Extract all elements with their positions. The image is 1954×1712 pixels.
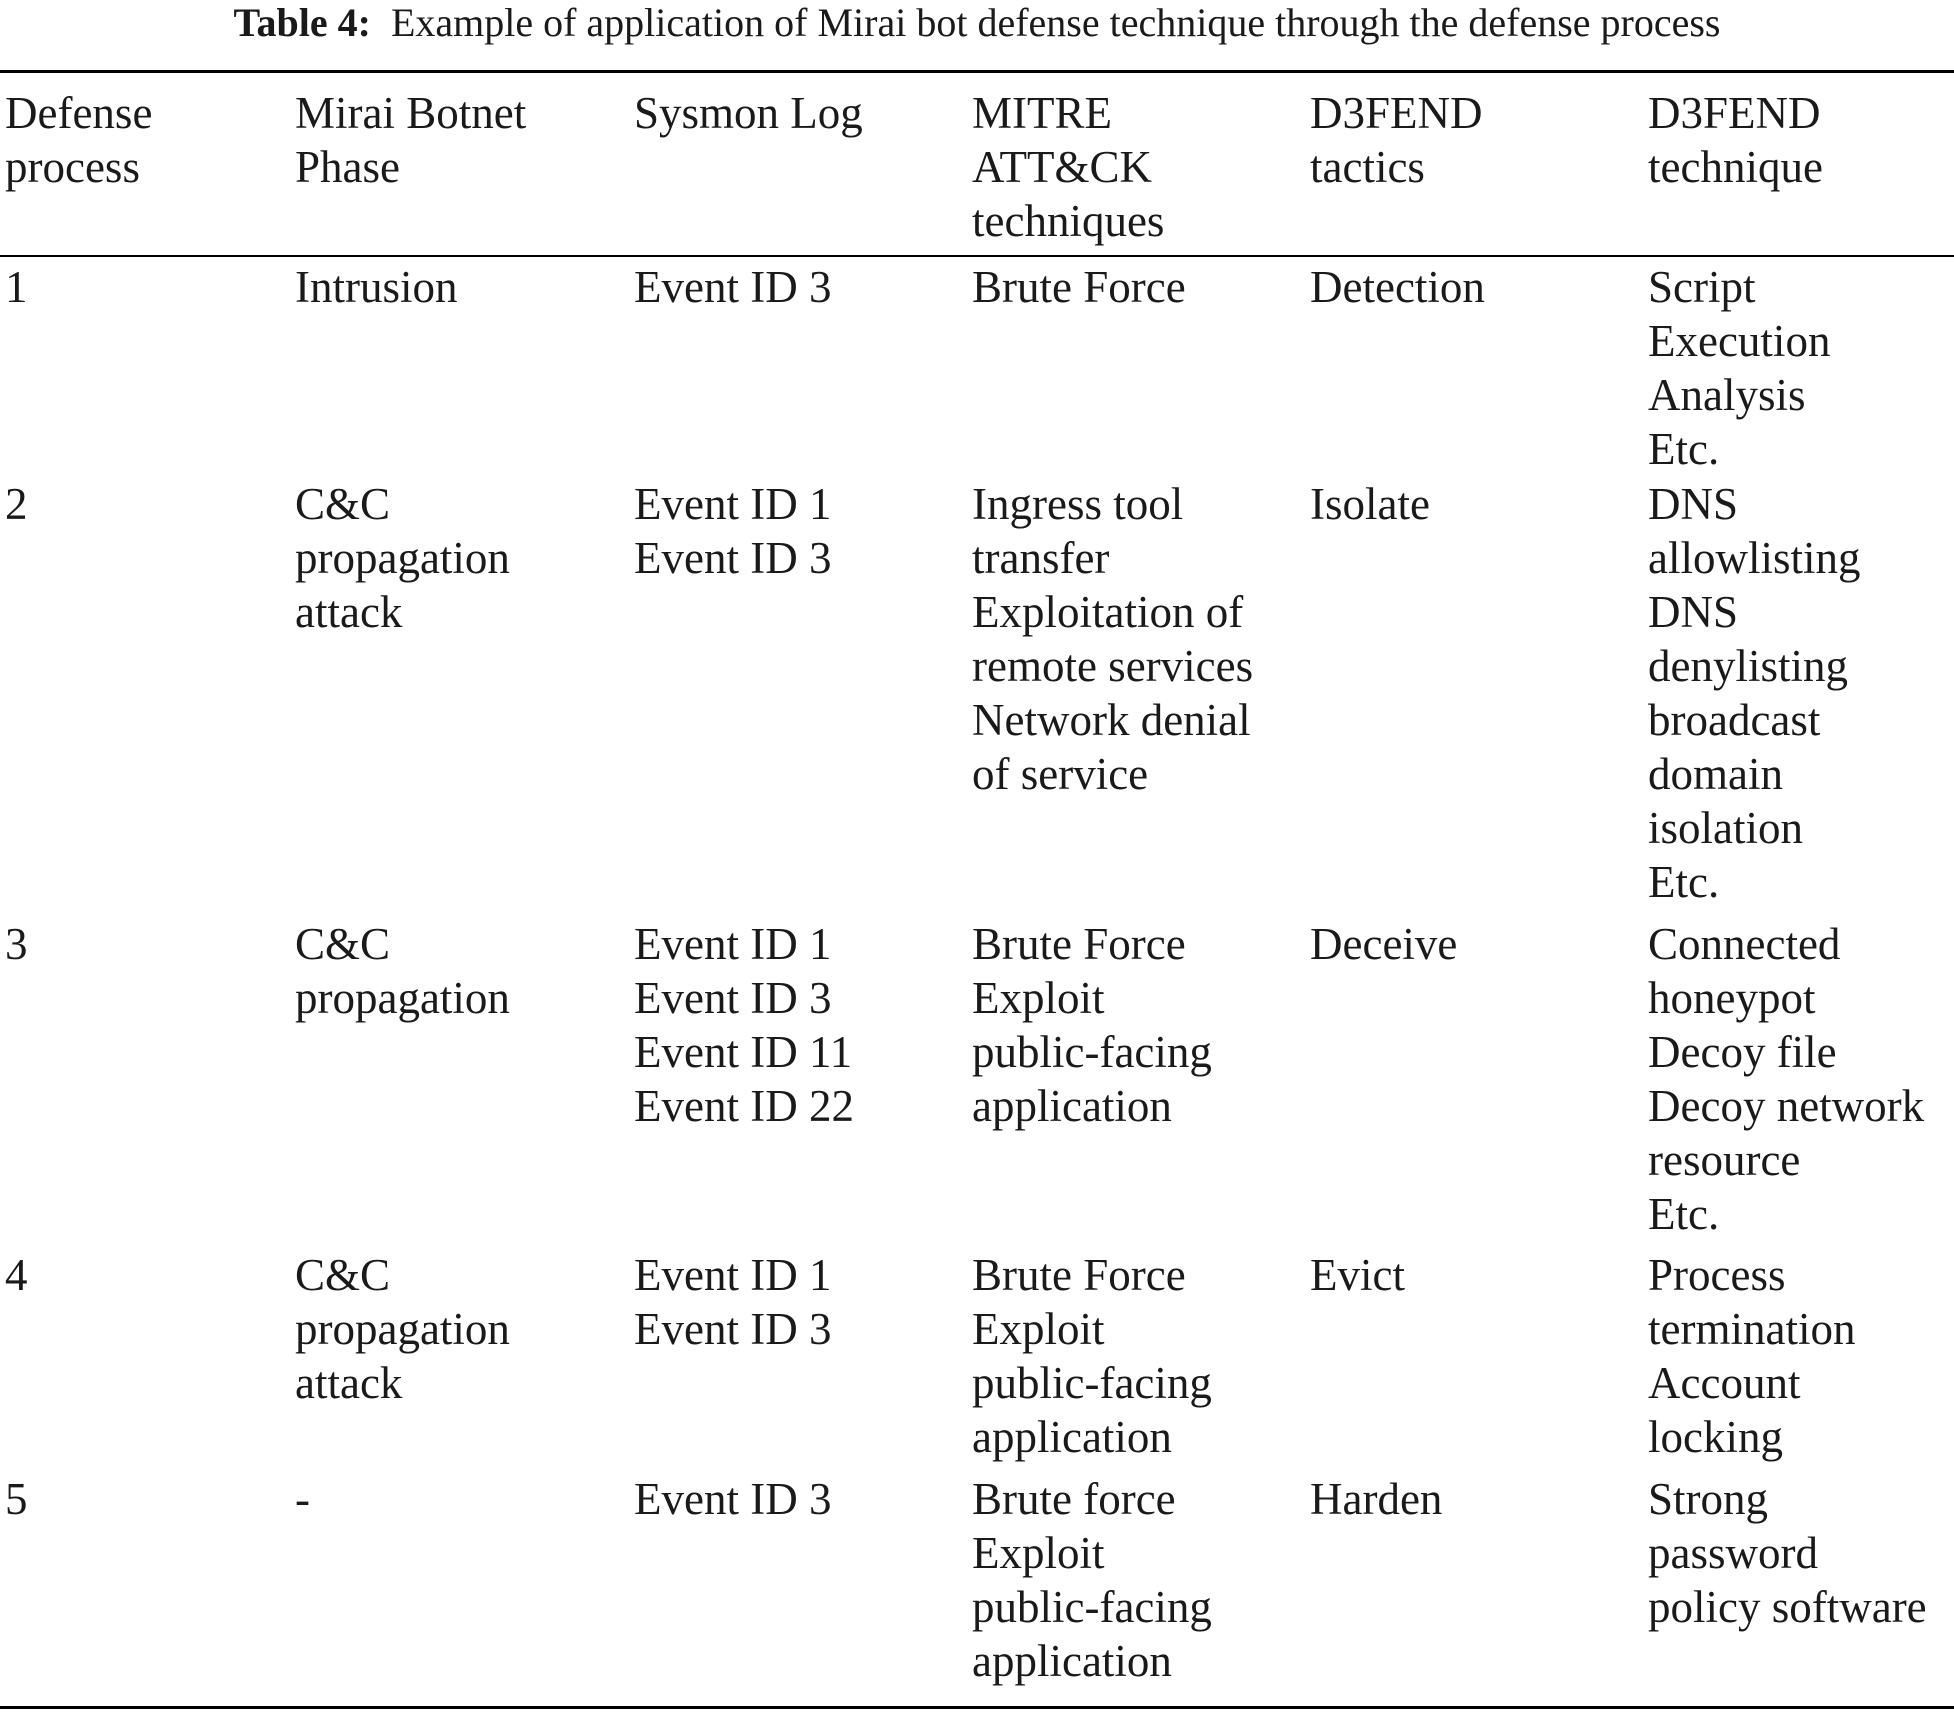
table-cell [290, 917, 629, 1248]
cell-line: isolation [1648, 803, 1803, 853]
cell-line: public-facing [972, 1358, 1212, 1408]
table-cell [1643, 917, 1954, 1248]
header-cell [1305, 86, 1643, 255]
cell-line: domain [1648, 749, 1783, 799]
cell-line: application [972, 1081, 1172, 1131]
cell-line: 5 [5, 1474, 28, 1524]
cell-line: Isolate [1310, 479, 1430, 529]
cell-line: Event ID 3 [634, 973, 832, 1023]
table-cell [1305, 255, 1643, 477]
cell-line: Etc. [1648, 424, 1720, 474]
header-cell [0, 86, 290, 255]
cell-line: Event ID 3 [634, 1474, 832, 1524]
table-cell [1643, 1472, 1954, 1692]
cell-line: Harden [1310, 1474, 1443, 1524]
caption-label: Table 4: [233, 0, 371, 45]
cell-line: technique [1648, 142, 1823, 192]
cell-line: Analysis [1648, 370, 1806, 420]
header-cell [290, 86, 629, 255]
cell-line: propagation [295, 533, 510, 583]
cell-line: C&C [295, 919, 391, 969]
cell-line: Event ID 3 [634, 262, 832, 312]
cell-line: Process [1648, 1250, 1786, 1300]
cell-line: remote services [972, 641, 1254, 691]
cell-line: Mirai Botnet [295, 88, 527, 138]
cell-line: Exploit [972, 1528, 1105, 1578]
header-cell [1643, 86, 1954, 255]
cell-line: C&C [295, 479, 391, 529]
table-cell [290, 1472, 629, 1692]
cell-line: Deceive [1310, 919, 1458, 969]
cell-line: public-facing [972, 1582, 1212, 1632]
table-cell [967, 1248, 1305, 1472]
header-row [0, 86, 1954, 255]
cell-line: application [972, 1636, 1172, 1686]
cell-line: denylisting [1648, 641, 1848, 691]
cell-line: Detection [1310, 262, 1485, 312]
cell-line: Strong [1648, 1474, 1769, 1524]
cell-line: DNS [1648, 587, 1739, 637]
cell-line: Brute force [972, 1474, 1176, 1524]
cell-line: of service [972, 749, 1149, 799]
top-rule [0, 70, 1954, 73]
cell-line: transfer [972, 533, 1110, 583]
cell-line: tactics [1310, 142, 1425, 192]
cell-line: 1 [5, 262, 28, 312]
cell-line: Decoy network [1648, 1081, 1925, 1131]
table-cell [629, 1472, 967, 1692]
cell-line: DNS [1648, 479, 1739, 529]
cell-line: 2 [5, 479, 28, 529]
header-cell [967, 86, 1305, 255]
caption-text: Example of application of Mirai bot defense technique through the defense process [390, 0, 1721, 45]
table-cell [1643, 1248, 1954, 1472]
cell-line: public-facing [972, 1027, 1212, 1077]
cell-line: Brute Force [972, 919, 1186, 969]
cell-line: Exploit [972, 973, 1105, 1023]
table-cell [0, 1472, 290, 1692]
cell-line: propagation [295, 973, 510, 1023]
bottom-rule [0, 1706, 1954, 1709]
cell-line: Event ID 3 [634, 533, 832, 583]
cell-line: policy software [1648, 1582, 1927, 1632]
cell-line: allowlisting [1648, 533, 1861, 583]
table-cell [1643, 255, 1954, 477]
table-cell [0, 255, 290, 477]
table-row [0, 1248, 1954, 1472]
cell-line: D3FEND [1648, 88, 1821, 138]
cell-line: process [5, 142, 140, 192]
table-cell [290, 255, 629, 477]
cell-line: Etc. [1648, 1189, 1720, 1239]
cell-line: 4 [5, 1250, 28, 1300]
table-caption [0, 0, 1954, 68]
cell-line: Intrusion [295, 262, 458, 312]
cell-line: Event ID 1 [634, 479, 832, 529]
table-cell [629, 255, 967, 477]
cell-line: Decoy file [1648, 1027, 1837, 1077]
table-cell [1643, 477, 1954, 917]
cell-line: ATT&CK [972, 142, 1152, 192]
cell-line: MITRE [972, 88, 1112, 138]
cell-line: techniques [972, 196, 1165, 246]
cell-line: D3FEND [1310, 88, 1483, 138]
table-cell [1305, 917, 1643, 1248]
table-cell [290, 477, 629, 917]
cell-line: Account [1648, 1358, 1801, 1408]
cell-line: honeypot [1648, 973, 1816, 1023]
table-cell [967, 255, 1305, 477]
cell-line: locking [1648, 1412, 1783, 1462]
table-cell [1305, 1248, 1643, 1472]
cell-line: resource [1648, 1135, 1801, 1185]
table-cell [967, 477, 1305, 917]
cell-line: Evict [1310, 1250, 1405, 1300]
cell-line: 3 [5, 919, 28, 969]
table-row [0, 477, 1954, 917]
table-row [0, 255, 1954, 477]
cell-line: password [1648, 1528, 1818, 1578]
cell-line: Etc. [1648, 857, 1720, 907]
cell-line: termination [1648, 1304, 1856, 1354]
table-row [0, 917, 1954, 1248]
cell-line: propagation [295, 1304, 510, 1354]
table-cell [0, 1248, 290, 1472]
table-cell [629, 477, 967, 917]
table-cell [0, 477, 290, 917]
table-cell [629, 917, 967, 1248]
cell-line: Brute Force [972, 1250, 1186, 1300]
cell-line: Connected [1648, 919, 1841, 969]
table-cell [967, 917, 1305, 1248]
cell-line: Execution [1648, 316, 1831, 366]
header-cell [629, 86, 967, 255]
table-cell [290, 1248, 629, 1472]
cell-line: application [972, 1412, 1172, 1462]
table-cell [967, 1472, 1305, 1692]
cell-line: Event ID 1 [634, 1250, 832, 1300]
cell-line: Ingress tool [972, 479, 1184, 529]
cell-line: attack [295, 587, 403, 637]
cell-line: C&C [295, 1250, 391, 1300]
cell-line: Event ID 22 [634, 1081, 854, 1131]
cell-line: Exploitation of [972, 587, 1244, 637]
defense-process-table [0, 86, 1954, 1692]
cell-line: broadcast [1648, 695, 1821, 745]
cell-line: Defense [5, 88, 153, 138]
cell-line: - [295, 1474, 310, 1524]
cell-line: Event ID 11 [634, 1027, 853, 1077]
table-row [0, 1472, 1954, 1692]
table-cell [1305, 477, 1643, 917]
cell-line: Brute Force [972, 262, 1186, 312]
cell-line: attack [295, 1358, 403, 1408]
cell-line: Sysmon Log [634, 88, 863, 138]
table-cell [1305, 1472, 1643, 1692]
cell-line: Phase [295, 142, 400, 192]
cell-line: Network denial [972, 695, 1251, 745]
cell-line: Exploit [972, 1304, 1105, 1354]
table-cell [629, 1248, 967, 1472]
cell-line: Event ID 3 [634, 1304, 832, 1354]
cell-line: Event ID 1 [634, 919, 832, 969]
table-cell [0, 917, 290, 1248]
cell-line: Script [1648, 262, 1756, 312]
